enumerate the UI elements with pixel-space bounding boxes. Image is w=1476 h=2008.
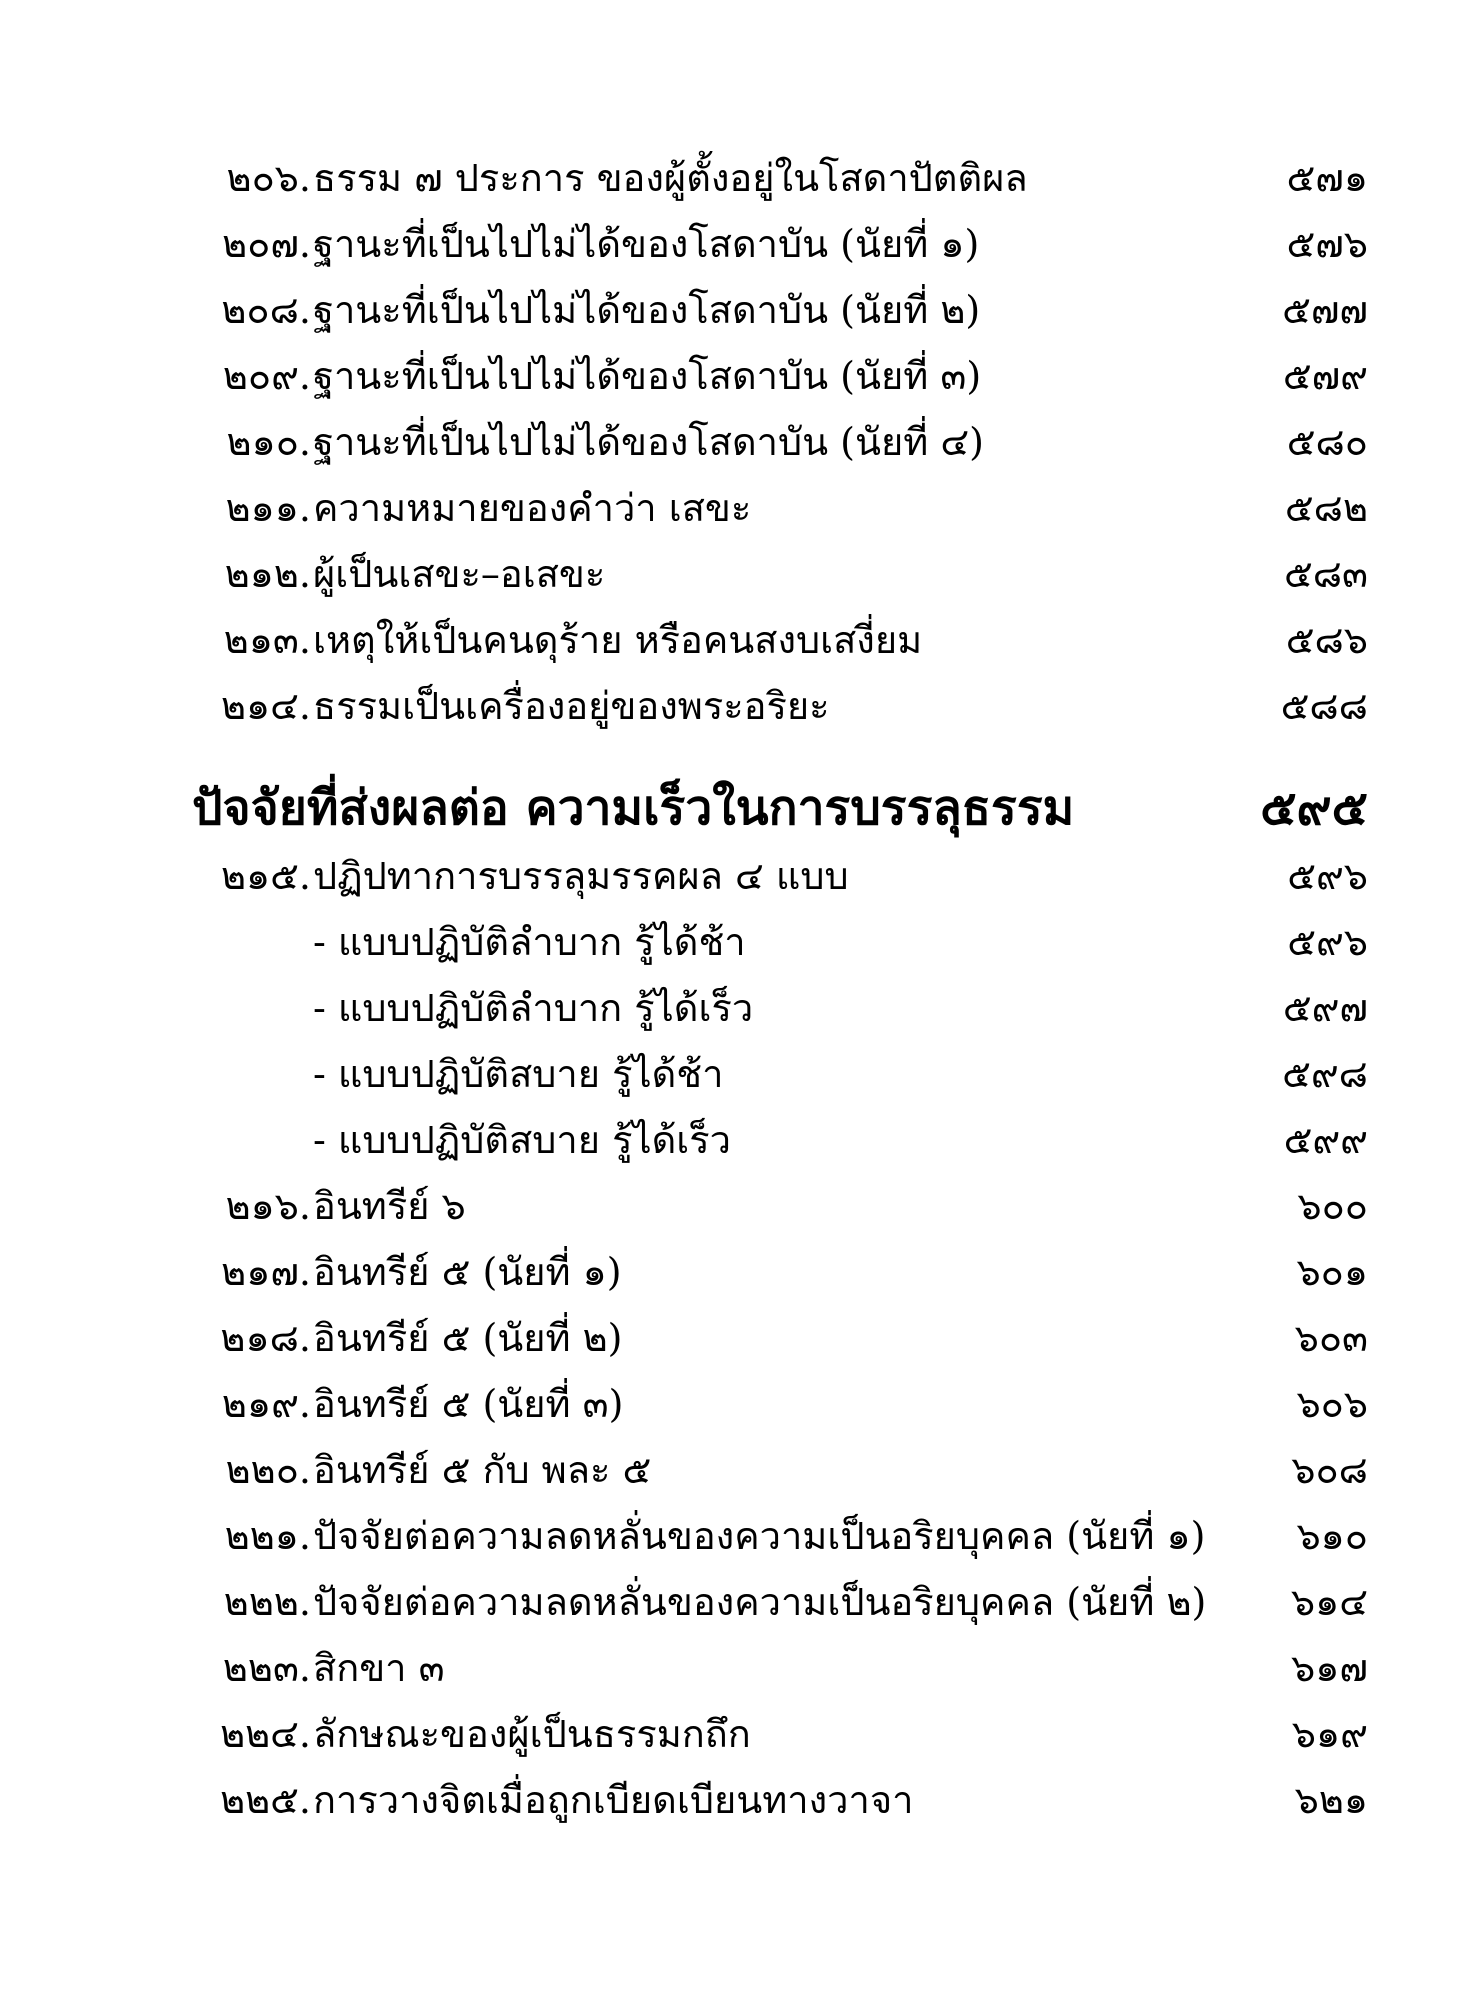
entry-number: ๒๑๕. (220, 854, 311, 898)
toc-entry-214 (0, 673, 1476, 739)
entry-number: ๒๒๓. (222, 1646, 311, 1690)
toc-entry-209 (0, 343, 1476, 409)
entry-number: ๒๑๔. (220, 684, 311, 728)
toc-subentry (0, 1041, 1476, 1107)
toc-entry-207 (0, 211, 1476, 277)
entry-number: ๒๒๑. (224, 1514, 311, 1558)
entry-title: ฐานะที่เป็นไปไม่ได้ของโสดาบัน (นัยที่ ๒) (313, 288, 981, 332)
entry-page: ๕๗๖ (1286, 222, 1368, 266)
entry-page: ๕๗๑ (1286, 156, 1368, 200)
entry-title: ปฏิปทาการบรรลุมรรคผล ๔ แบบ (313, 854, 849, 898)
entry-page: ๖๑๔ (1290, 1580, 1368, 1624)
toc-entry-220 (0, 1437, 1476, 1503)
entry-title: ความหมายของคำว่า เสขะ (313, 486, 752, 530)
entry-page: ๖๐๐ (1297, 1184, 1368, 1228)
toc-entry-211 (0, 475, 1476, 541)
toc-entry-218 (0, 1305, 1476, 1371)
entry-number: ๒๑๘. (220, 1316, 311, 1360)
toc-subentry (0, 1107, 1476, 1173)
entry-title: อินทรีย์ ๕ (นัยที่ ๒) (313, 1316, 623, 1360)
entry-page: ๕๘๐ (1286, 420, 1368, 464)
toc-entry-215 (0, 843, 1476, 909)
entry-page: ๕๘๓ (1283, 552, 1368, 596)
entry-page: ๖๐๘ (1291, 1448, 1368, 1492)
entry-page: ๕๙๗ (1282, 986, 1368, 1030)
section-title: ปัจจัยที่ส่งผลต่อ ความเร็วในการบรรลุธรรม (192, 780, 1075, 836)
entry-number: ๒๑๖. (225, 1184, 311, 1228)
entry-number: ๒๒๒. (223, 1580, 311, 1624)
entry-title: อินทรีย์ ๕ กับ พละ ๕ (313, 1448, 652, 1492)
entry-number: ๒๐๘. (221, 288, 311, 332)
toc-entry-224 (0, 1701, 1476, 1767)
toc-entry-225 (0, 1767, 1476, 1833)
entry-page: ๕๙๖ (1287, 854, 1368, 898)
subentry-title: - แบบปฏิบัติลำบาก รู้ได้ช้า (313, 920, 746, 964)
entry-page: ๕๗๙ (1282, 354, 1368, 398)
entry-page: ๖๐๑ (1296, 1250, 1368, 1294)
entry-number: ๒๒๐. (225, 1448, 311, 1492)
entry-title: สิกขา ๓ (313, 1646, 445, 1690)
toc-entry-222 (0, 1569, 1476, 1635)
entry-title: อินทรีย์ ๕ (นัยที่ ๑) (313, 1250, 622, 1294)
entry-title: ลักษณะของผู้เป็นธรรมกถึก (313, 1712, 751, 1756)
entry-page: ๕๘๖ (1285, 618, 1368, 662)
entry-number: ๒๑๗. (221, 1250, 311, 1294)
toc-entry-223 (0, 1635, 1476, 1701)
toc-entry-216 (0, 1173, 1476, 1239)
toc-subentry (0, 909, 1476, 975)
entry-page: ๕๙๙ (1283, 1118, 1368, 1162)
subentry-title: - แบบปฏิบัติลำบาก รู้ได้เร็ว (313, 986, 754, 1030)
entry-title: ธรรมเป็นเครื่องอยู่ของพระอริยะ (313, 684, 830, 728)
entry-title: เหตุให้เป็นคนดุร้าย หรือคนสงบเสงี่ยม (313, 618, 923, 662)
entry-title: ธรรม ๗ ประการ ของผู้ตั้งอยู่ในโสดาปัตติผล (313, 156, 1028, 200)
entry-title: อินทรีย์ ๖ (313, 1184, 466, 1228)
entry-number: ๒๒๕. (220, 1778, 311, 1822)
entry-title: ปัจจัยต่อความลดหลั่นของความเป็นอริยบุคคล (นัยที่ ๒) (313, 1580, 1207, 1624)
toc-entry-210 (0, 409, 1476, 475)
entry-number: ๒๑๐. (226, 420, 311, 464)
section-heading (0, 768, 1476, 848)
entry-page: ๖๒๑ (1294, 1778, 1368, 1822)
entry-number: ๒๐๙. (222, 354, 311, 398)
entry-page: ๕๘๘ (1280, 684, 1368, 728)
toc-entry-213 (0, 607, 1476, 673)
entry-page: ๖๐๖ (1296, 1382, 1368, 1426)
entry-number: ๒๑๒. (224, 552, 311, 596)
toc-entry-212 (0, 541, 1476, 607)
entry-number: ๒๐๗. (222, 222, 311, 266)
entry-page: ๕๙๖ (1287, 920, 1368, 964)
entry-title: ฐานะที่เป็นไปไม่ได้ของโสดาบัน (นัยที่ ๔) (313, 420, 984, 464)
toc-entry-219 (0, 1371, 1476, 1437)
entry-page: ๖๐๓ (1294, 1316, 1368, 1360)
section-page: ๕๙๕ (1260, 780, 1368, 836)
entry-title: อินทรีย์ ๕ (นัยที่ ๓) (313, 1382, 624, 1426)
toc-entry-221 (0, 1503, 1476, 1569)
subentry-title: - แบบปฏิบัติสบาย รู้ได้ช้า (313, 1052, 724, 1096)
toc-entry-206 (0, 145, 1476, 211)
entry-number: ๒๑๙. (221, 1382, 311, 1426)
toc-entry-208 (0, 277, 1476, 343)
entry-title: ฐานะที่เป็นไปไม่ได้ของโสดาบัน (นัยที่ ๑) (313, 222, 980, 266)
entry-page: ๕๗๗ (1282, 288, 1368, 332)
toc-entry-217 (0, 1239, 1476, 1305)
toc-subentry (0, 975, 1476, 1041)
entry-number: ๒๒๔. (220, 1712, 311, 1756)
entry-number: ๒๐๖. (226, 156, 311, 200)
entry-page: ๖๑๐ (1296, 1514, 1368, 1558)
entry-title: ปัจจัยต่อความลดหลั่นของความเป็นอริยบุคคล (นัยที่ ๑) (313, 1514, 1206, 1558)
entry-title: ฐานะที่เป็นไปไม่ได้ของโสดาบัน (นัยที่ ๓) (313, 354, 982, 398)
entry-title: การวางจิตเมื่อถูกเบียดเบียนทางวาจา (313, 1778, 914, 1822)
entry-number: ๒๑๓. (223, 618, 311, 662)
entry-page: ๕๙๘ (1282, 1052, 1368, 1096)
entry-number: ๒๑๑. (225, 486, 311, 530)
subentry-title: - แบบปฏิบัติสบาย รู้ได้เร็ว (313, 1118, 732, 1162)
entry-page: ๖๑๗ (1291, 1646, 1368, 1690)
entry-page: ๖๑๙ (1291, 1712, 1368, 1756)
entry-page: ๕๘๒ (1284, 486, 1368, 530)
entry-title: ผู้เป็นเสขะ–อเสขะ (313, 552, 606, 596)
